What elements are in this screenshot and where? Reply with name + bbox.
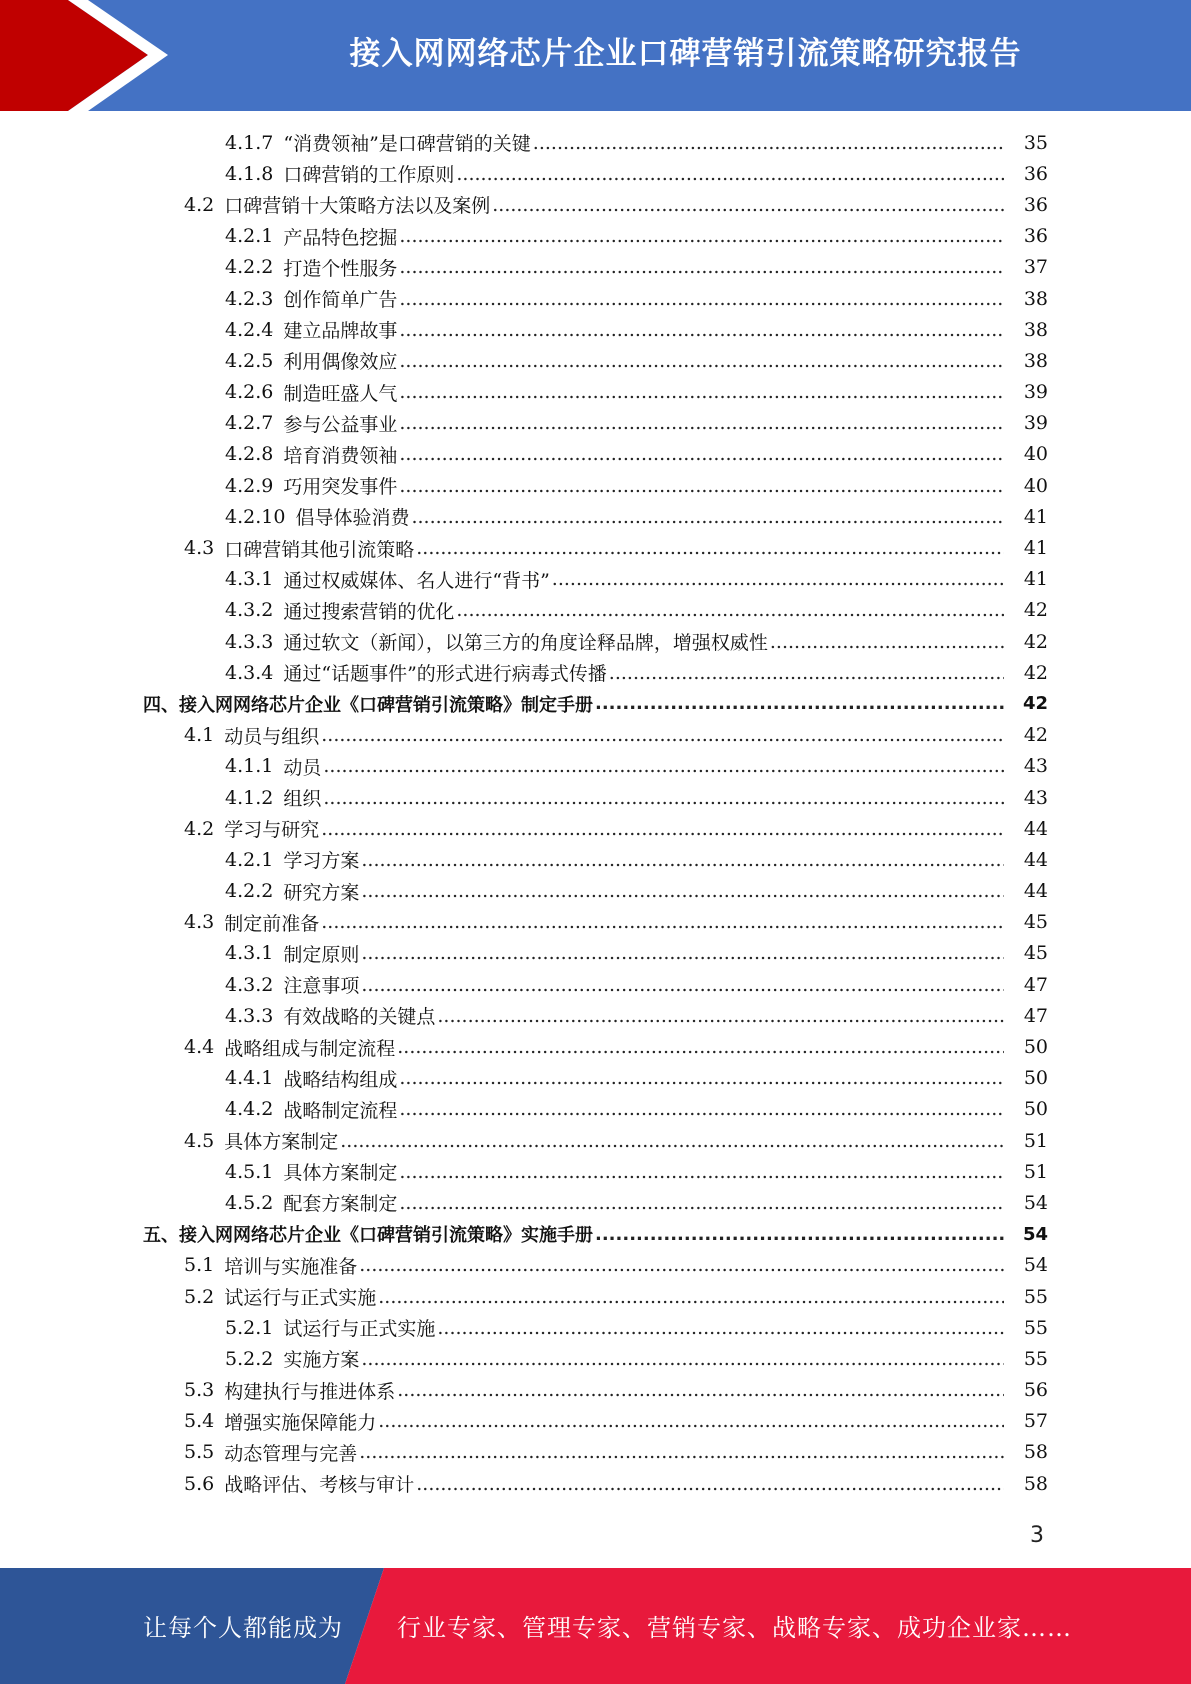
toc-dot-leader — [456, 163, 1004, 185]
toc-entry-title: 战略结构组成 — [283, 1068, 398, 1091]
toc-entry[interactable] — [0, 657, 1191, 688]
toc-entry-title: 动态管理与完善 — [224, 1442, 358, 1465]
toc-entry[interactable] — [0, 1063, 1191, 1094]
toc-dot-leader — [595, 1224, 1004, 1245]
page-header — [0, 0, 1191, 111]
toc-dot-leader — [456, 599, 1004, 621]
toc-entry-page: 41 — [1023, 505, 1048, 528]
toc-entry-page: 35 — [1023, 131, 1048, 154]
toc-entry-page: 54 — [1022, 1223, 1048, 1245]
toc-entry-page: 39 — [1023, 412, 1048, 435]
toc-entry[interactable] — [0, 1125, 1191, 1156]
toc-entry[interactable] — [0, 189, 1191, 220]
toc-entry[interactable] — [0, 408, 1191, 439]
toc-entry-number: 4.3 — [184, 537, 215, 560]
toc-entry[interactable] — [0, 595, 1191, 626]
toc-entry[interactable] — [0, 470, 1191, 501]
toc-entry-page: 36 — [1023, 162, 1048, 185]
footer-slogan-right: 行业专家、管理专家、营销专家、战略专家、成功企业家…… — [397, 1614, 1072, 1642]
toc-entry-page: 58 — [1023, 1472, 1048, 1495]
toc-entry-title: 动员 — [283, 756, 322, 779]
toc-dot-leader — [378, 1410, 1004, 1432]
toc-entry-title: 培育消费领袖 — [283, 444, 398, 467]
toc-entry-title: 倡导体验消费 — [295, 507, 410, 530]
toc-entry-number: 4.3.1 — [225, 942, 274, 965]
toc-entry-page: 51 — [1023, 1160, 1048, 1183]
toc-entry-page: 36 — [1023, 193, 1048, 216]
toc-entry-title: 战略评估、考核与审计 — [224, 1474, 415, 1497]
toc-entry-number: 4.2.3 — [225, 287, 274, 310]
toc-entry[interactable] — [0, 844, 1191, 875]
toc-entry-page: 42 — [1023, 630, 1048, 653]
toc-entry-page: 37 — [1023, 256, 1048, 279]
toc-entry-page: 47 — [1023, 973, 1048, 996]
toc-entry-number: 4.2.7 — [225, 412, 274, 435]
toc-dot-leader — [397, 1036, 1004, 1058]
toc-entry-page: 42 — [1023, 724, 1048, 747]
toc-entry[interactable] — [0, 813, 1191, 844]
toc-dot-leader — [399, 1098, 1004, 1120]
toc-dot-leader — [359, 1254, 1004, 1276]
toc-entry-title: 利用偶像效应 — [283, 351, 398, 374]
toc-entry[interactable] — [0, 1187, 1191, 1218]
toc-entry-title: 五、接入网网络芯片企业《口碑营销引流策略》实施手册 — [143, 1225, 593, 1247]
toc-entry-title: 通过软文（新闻），以第三方的角度诠释品牌，增强权威性 — [283, 632, 768, 655]
toc-entry-number: 4.3.3 — [225, 1004, 274, 1027]
toc-entry-page: 38 — [1023, 318, 1048, 341]
toc-entry-page: 45 — [1023, 942, 1048, 965]
toc-entry[interactable] — [0, 221, 1191, 252]
toc-entry-page: 56 — [1023, 1379, 1048, 1402]
toc-dot-leader — [411, 506, 1004, 528]
toc-entry-number: 5.2.2 — [225, 1347, 274, 1370]
toc-entry-number: 4.3.1 — [225, 568, 274, 591]
toc-entry[interactable] — [0, 345, 1191, 376]
toc-entry-title: 研究方案 — [283, 881, 360, 904]
toc-entry-number: 4.1 — [184, 724, 215, 747]
toc-entry-page: 40 — [1023, 474, 1048, 497]
toc-dot-leader — [437, 1317, 1004, 1339]
toc-entry[interactable] — [0, 1281, 1191, 1312]
toc-entry-page: 42 — [1023, 599, 1048, 622]
toc-entry-title: 制定原则 — [283, 943, 360, 966]
toc-dot-leader — [399, 350, 1004, 372]
toc-entry-page: 39 — [1023, 381, 1048, 404]
toc-entry-page: 38 — [1023, 287, 1048, 310]
toc-entry-number: 4.5.1 — [225, 1160, 274, 1183]
toc-dot-leader — [321, 818, 1004, 840]
toc-dot-leader — [323, 787, 1004, 809]
toc-entry-title: 巧用突发事件 — [283, 476, 398, 499]
toc-entry-title: 有效战略的关键点 — [283, 1006, 436, 1029]
toc-dot-leader — [321, 911, 1004, 933]
toc-entry[interactable] — [0, 1375, 1191, 1406]
toc-entry-number: 4.2.10 — [225, 505, 286, 528]
toc-entry-number: 4.3.4 — [225, 661, 274, 684]
toc-entry-number: 4.1.8 — [225, 162, 274, 185]
toc-dot-leader — [361, 880, 1004, 902]
toc-entry-title: 四、接入网网络芯片企业《口碑营销引流策略》制定手册 — [143, 694, 593, 716]
toc-entry[interactable] — [0, 1156, 1191, 1187]
toc-dot-leader — [595, 693, 1004, 714]
toc-entry-page: 57 — [1023, 1410, 1048, 1433]
toc-entry-page: 36 — [1023, 225, 1048, 248]
toc-entry[interactable] — [0, 626, 1191, 657]
toc-entry-title: 实施方案 — [283, 1349, 360, 1372]
toc-dot-leader — [399, 319, 1004, 341]
toc-entry-title: 培训与实施准备 — [224, 1255, 358, 1278]
toc-entry-title: 试运行与正式实施 — [283, 1318, 436, 1341]
toc-dot-leader — [321, 724, 1004, 746]
toc-entry-page: 41 — [1023, 568, 1048, 591]
toc-dot-leader — [399, 412, 1004, 434]
toc-entry-title: 通过权威媒体、名人进行“背书” — [283, 569, 550, 592]
toc-dot-leader — [378, 1286, 1004, 1308]
toc-entry-title: “消费领袖”是口碑营销的关键 — [283, 133, 531, 156]
toc-entry[interactable] — [0, 1094, 1191, 1125]
toc-entry-title: 制造旺盛人气 — [283, 382, 398, 405]
toc-entry-number: 4.4 — [184, 1036, 215, 1059]
toc-dot-leader — [323, 755, 1004, 777]
toc-entry-title: 口碑营销其他引流策略 — [224, 538, 415, 561]
toc-entry-title: 产品特色挖掘 — [283, 226, 398, 249]
toc-entry-number: 5.4 — [184, 1410, 215, 1433]
toc-entry-number: 4.2 — [184, 817, 215, 840]
table-of-contents — [0, 127, 1191, 1499]
toc-entry[interactable] — [0, 751, 1191, 782]
toc-entry[interactable] — [0, 1000, 1191, 1031]
toc-entry-page: 43 — [1023, 786, 1048, 809]
toc-dot-leader — [399, 381, 1004, 403]
toc-entry-number: 5.6 — [184, 1472, 215, 1495]
toc-entry-title: 通过“话题事件”的形式进行病毒式传播 — [283, 663, 607, 686]
toc-entry[interactable] — [0, 501, 1191, 532]
toc-dot-leader — [361, 974, 1004, 996]
toc-entry[interactable] — [0, 688, 1191, 719]
toc-dot-leader — [399, 225, 1004, 247]
toc-entry[interactable] — [0, 782, 1191, 813]
toc-entry-title: 增强实施保障能力 — [224, 1411, 377, 1434]
toc-entry-page: 44 — [1023, 880, 1048, 903]
toc-entry[interactable] — [0, 720, 1191, 751]
toc-entry-title: 注意事项 — [283, 975, 360, 998]
toc-entry[interactable] — [0, 439, 1191, 470]
toc-entry-title: 通过搜索营销的优化 — [283, 600, 455, 623]
page-footer — [0, 1568, 1191, 1684]
toc-entry-page: 40 — [1023, 443, 1048, 466]
toc-dot-leader — [533, 132, 1004, 154]
toc-dot-leader — [609, 662, 1004, 684]
toc-entry-title: 具体方案制定 — [283, 1162, 398, 1185]
toc-entry-title: 创作简单广告 — [283, 289, 398, 312]
toc-entry-number: 4.2.1 — [225, 848, 274, 871]
toc-entry-number: 4.3 — [184, 911, 215, 934]
toc-entry[interactable] — [0, 876, 1191, 907]
toc-entry[interactable] — [0, 1406, 1191, 1437]
toc-entry-title: 口碑营销的工作原则 — [283, 164, 455, 187]
toc-dot-leader — [399, 288, 1004, 310]
toc-entry[interactable] — [0, 127, 1191, 158]
toc-entry[interactable] — [0, 1343, 1191, 1374]
toc-entry-number: 4.1.7 — [225, 131, 274, 154]
toc-entry-number: 5.3 — [184, 1379, 215, 1402]
toc-entry-page: 42 — [1023, 661, 1048, 684]
toc-entry-number: 5.2 — [184, 1285, 215, 1308]
toc-entry-number: 4.2.2 — [225, 256, 274, 279]
toc-dot-leader — [361, 849, 1004, 871]
toc-entry-page: 43 — [1023, 755, 1048, 778]
toc-entry-page: 54 — [1023, 1191, 1048, 1214]
toc-entry[interactable] — [0, 1312, 1191, 1343]
toc-entry-title: 建立品牌故事 — [283, 320, 398, 343]
toc-entry[interactable] — [0, 1468, 1191, 1499]
toc-entry[interactable] — [0, 1437, 1191, 1468]
toc-entry-title: 战略组成与制定流程 — [224, 1037, 396, 1060]
toc-entry[interactable] — [0, 532, 1191, 563]
toc-entry[interactable] — [0, 969, 1191, 1000]
toc-entry[interactable] — [0, 938, 1191, 969]
toc-entry-page: 44 — [1023, 817, 1048, 840]
toc-dot-leader — [770, 631, 1004, 653]
toc-entry-title: 配套方案制定 — [283, 1193, 398, 1216]
toc-entry-page: 50 — [1023, 1067, 1048, 1090]
toc-entry-number: 4.5.2 — [225, 1191, 274, 1214]
toc-entry[interactable] — [0, 1031, 1191, 1062]
toc-entry-title: 参与公益事业 — [283, 413, 398, 436]
toc-entry[interactable] — [0, 283, 1191, 314]
toc-entry[interactable] — [0, 1250, 1191, 1281]
toc-entry[interactable] — [0, 907, 1191, 938]
toc-dot-leader — [399, 443, 1004, 465]
toc-dot-leader — [399, 256, 1004, 278]
toc-entry[interactable] — [0, 1219, 1191, 1250]
toc-dot-leader — [416, 537, 1004, 559]
toc-entry[interactable] — [0, 252, 1191, 283]
toc-entry-number: 4.2.1 — [225, 225, 274, 248]
toc-entry-page: 38 — [1023, 349, 1048, 372]
toc-entry[interactable] — [0, 564, 1191, 595]
toc-entry-number: 4.2.9 — [225, 474, 274, 497]
toc-entry-number: 4.1.2 — [225, 786, 274, 809]
toc-entry-number: 5.5 — [184, 1441, 215, 1464]
toc-dot-leader — [361, 942, 1004, 964]
toc-entry-title: 构建执行与推进体系 — [224, 1380, 396, 1403]
toc-entry-page: 58 — [1023, 1441, 1048, 1464]
toc-dot-leader — [492, 194, 1004, 216]
toc-entry-page: 55 — [1023, 1316, 1048, 1339]
toc-entry[interactable] — [0, 314, 1191, 345]
toc-entry-page: 54 — [1023, 1254, 1048, 1277]
toc-entry-number: 4.1.1 — [225, 755, 274, 778]
toc-entry-number: 4.2.4 — [225, 318, 274, 341]
toc-entry-title: 具体方案制定 — [224, 1131, 339, 1154]
footer-slogan-left: 让每个人都能成为 — [143, 1614, 343, 1642]
toc-entry-page: 47 — [1023, 1004, 1048, 1027]
toc-entry-number: 4.4.1 — [225, 1067, 274, 1090]
toc-dot-leader — [359, 1441, 1004, 1463]
toc-entry-title: 打造个性服务 — [283, 257, 398, 280]
toc-entry-title: 组织 — [283, 788, 322, 811]
toc-entry-title: 制定前准备 — [224, 912, 320, 935]
toc-entry-number: 4.2.5 — [225, 349, 274, 372]
toc-entry-number: 4.2.8 — [225, 443, 274, 466]
toc-entry-page: 45 — [1023, 911, 1048, 934]
toc-entry-page: 50 — [1023, 1098, 1048, 1121]
toc-entry-number: 4.2.6 — [225, 381, 274, 404]
toc-entry-number: 4.5 — [184, 1129, 215, 1152]
toc-dot-leader — [552, 568, 1004, 590]
toc-dot-leader — [399, 1067, 1004, 1089]
toc-dot-leader — [361, 1348, 1004, 1370]
toc-entry-title: 战略制定流程 — [283, 1099, 398, 1122]
toc-entry-number: 4.3.2 — [225, 599, 274, 622]
toc-entry-number: 5.1 — [184, 1254, 215, 1277]
toc-entry-page: 42 — [1022, 693, 1048, 715]
toc-entry-title: 学习与研究 — [224, 819, 320, 842]
toc-entry-title: 试运行与正式实施 — [224, 1287, 377, 1310]
toc-entry-number: 5.2.1 — [225, 1316, 274, 1339]
toc-entry-number: 4.2.2 — [225, 880, 274, 903]
report-title: 接入网网络芯片企业口碑营销引流策略研究报告 — [349, 36, 1022, 72]
toc-entry-page: 51 — [1023, 1129, 1048, 1152]
toc-entry-title: 学习方案 — [283, 850, 360, 873]
toc-dot-leader — [437, 1005, 1004, 1027]
toc-entry-number: 4.4.2 — [225, 1098, 274, 1121]
toc-entry-number: 4.3.2 — [225, 973, 274, 996]
toc-dot-leader — [416, 1473, 1004, 1495]
toc-dot-leader — [399, 1192, 1004, 1214]
toc-entry-title: 口碑营销十大策略方法以及案例 — [224, 195, 491, 218]
toc-dot-leader — [340, 1130, 1004, 1152]
toc-entry-page: 41 — [1023, 537, 1048, 560]
toc-entry-page: 55 — [1023, 1347, 1048, 1370]
toc-entry-number: 4.2 — [184, 193, 215, 216]
toc-entry[interactable] — [0, 158, 1191, 189]
page-number: 3 — [1030, 1523, 1044, 1548]
toc-dot-leader — [399, 1161, 1004, 1183]
toc-entry[interactable] — [0, 377, 1191, 408]
toc-entry-page: 50 — [1023, 1036, 1048, 1059]
toc-entry-page: 44 — [1023, 848, 1048, 871]
toc-entry-number: 4.3.3 — [225, 630, 274, 653]
toc-dot-leader — [399, 475, 1004, 497]
toc-entry-title: 动员与组织 — [224, 725, 320, 748]
toc-dot-leader — [397, 1379, 1004, 1401]
toc-entry-page: 55 — [1023, 1285, 1048, 1308]
